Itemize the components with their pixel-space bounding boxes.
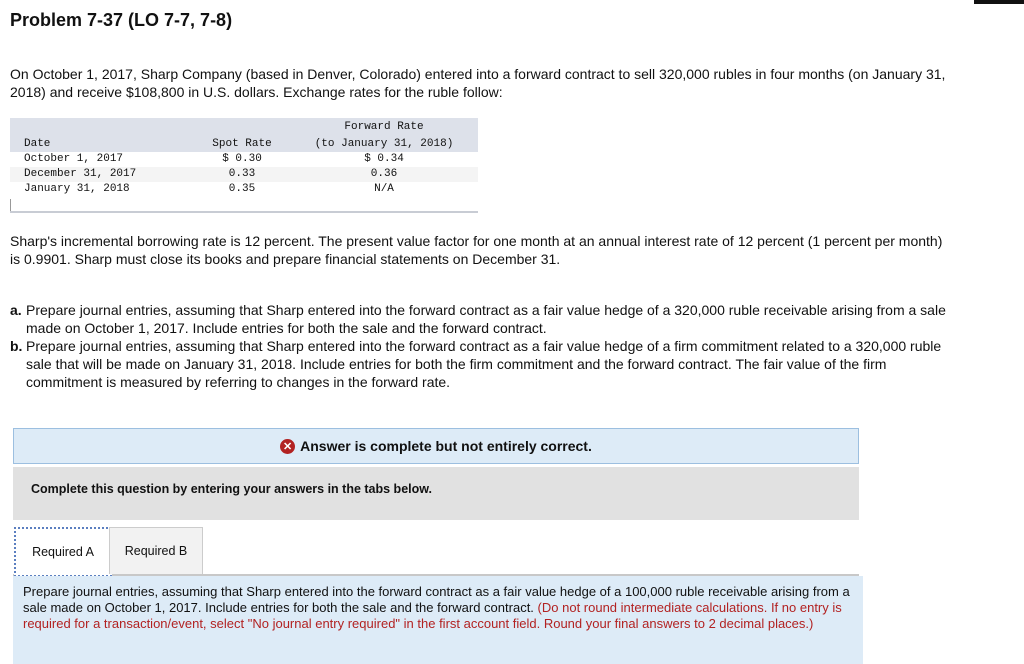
top-bar [974,0,1024,4]
table-header: Forward Rate [10,118,478,135]
error-x-icon: ✕ [280,439,295,454]
tab-required-b[interactable]: Required B [109,527,203,574]
intro-text: On October 1, 2017, Sharp Company (based in Denver, Colorado) entered into a forward contract to sell 320,000 rubles in four months (on January 31, 2018) and receive $108,800 in U.S. dollars. Exchange rates for the ruble follow: [10,66,946,100]
answer-status-banner: ✕ Answer is complete but not entirely correct. [13,428,859,464]
table-row: January 31, 2018 0.35 N/A [10,182,478,197]
exchange-rate-table: Forward Rate Date Spot Rate (to January 31, 2018) October 1, 2017 $ 0.30 $ 0.34 December 31, 2017 0.33 0.36 January 31, 2018 0.35 N/A [10,118,478,213]
instruction-note: (Do not round intermediate calculations. If no entry is required for a transaction/event, select "No journal entry required" in the first account field. Round your final answers to 2 decimal places.) [23,600,842,631]
instructions-banner: Complete this question by entering your answers in the tabs below. [13,467,859,520]
requirement-b: b. Prepare journal entries, assuming that Sharp entered into the forward contract as a fair value hedge of a firm commitment related to a 320,000 ruble sale that will be made on January 31, 2018. Include entries for both the firm commitment and the forward contract. The fair value of the firm commitment is measured by referring to changes in the forward rate. [10,338,942,390]
requirements-list [10,301,950,391]
borrowing-text: Sharp's incremental borrowing rate is 12 percent. The present value factor for one month at an annual interest rate of 12 percent (1 percent per month) is 0.9901. Sharp must close its books and prepare financial statements on December 31. [10,233,943,267]
tab-required-a[interactable]: Required A [14,527,112,577]
tab-bar [13,527,859,576]
requirement-a: a. Prepare journal entries, assuming that Sharp entered into the forward contract as a fair value hedge of a 320,000 ruble receivable arising from a sale made on October 1, 2017. Include entries for both the sale and the forward contract. [10,302,946,336]
page-title: Problem 7-37 (LO 7-7, 7-8) [10,10,233,30]
tab-instructions: Prepare journal entries, assuming that Sharp entered into the forward contract as a fair value hedge of a 100,000 ruble receivable arising from a sale made on October 1, 2017. Include entries for both the sale and the forward contract. (Do not round intermediate calculations. If no entry is required for a transaction/event, select "No journal entry required" in the first account field. Round your final answers to 2 decimal places.) [13,576,863,664]
table-row: October 1, 2017 $ 0.30 $ 0.34 [10,152,478,167]
table-row: December 31, 2017 0.33 0.36 [10,167,478,182]
